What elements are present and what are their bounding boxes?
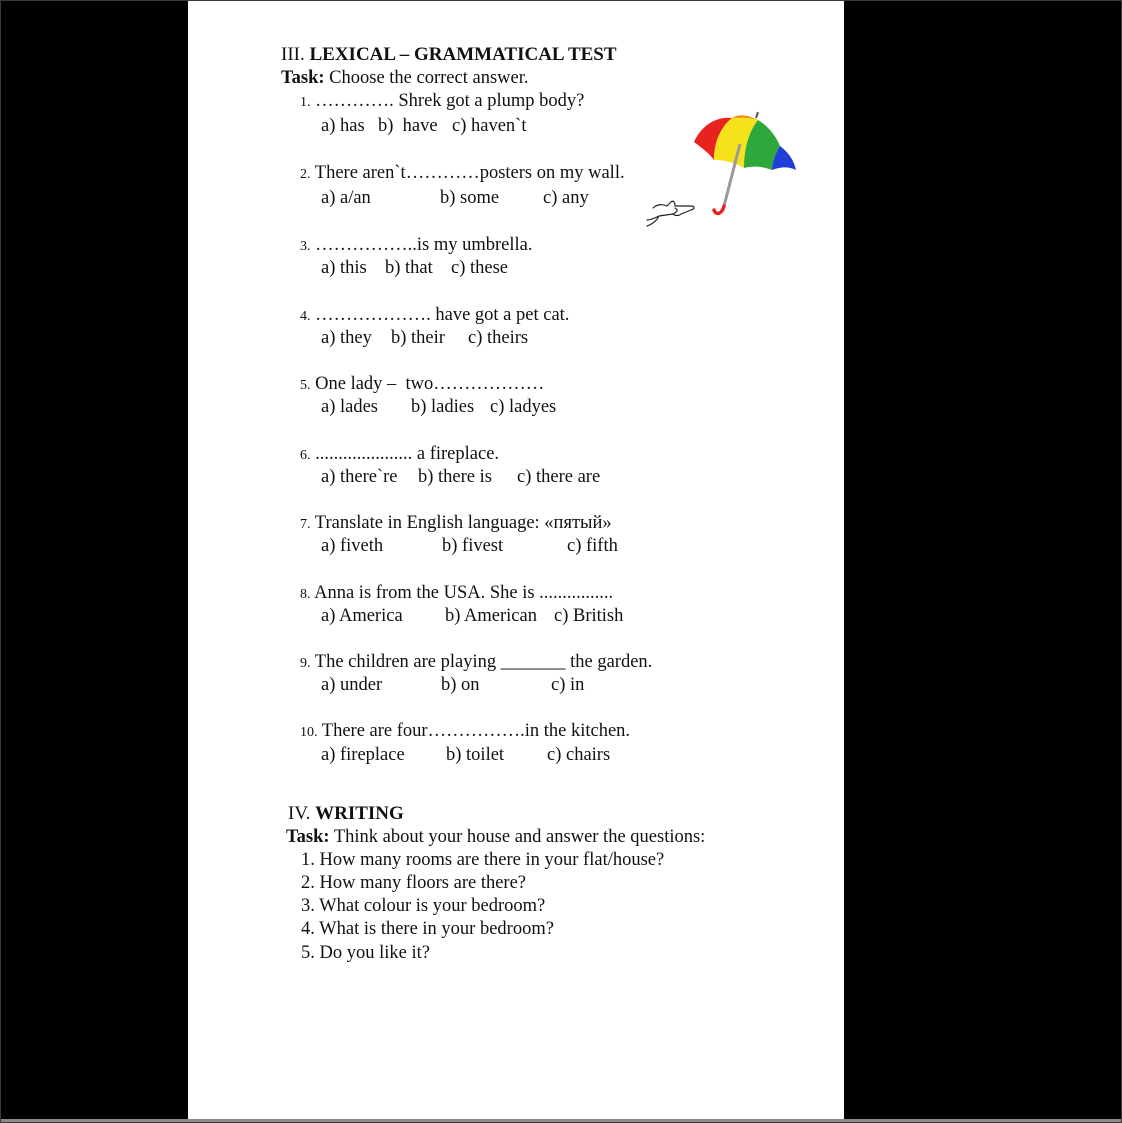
section-4-task	[286, 826, 705, 848]
section-4-title: WRITING	[315, 803, 404, 824]
option-c: c) fifth	[567, 536, 618, 556]
section-4-task-text: Think about your house and answer the questions:	[333, 827, 706, 847]
question-6	[300, 443, 499, 467]
writing-question-5: 5. Do you like it?	[301, 943, 430, 963]
option-b: b) toilet	[446, 745, 505, 765]
question-number: 9.	[300, 656, 311, 671]
question-number: 1.	[300, 95, 311, 110]
question-number: 4.	[300, 309, 311, 324]
option-a: a) America	[321, 606, 403, 626]
option-b: b) there is	[418, 467, 492, 487]
section-3-heading	[281, 44, 617, 66]
question-1	[300, 90, 584, 114]
section-3-title: LEXICAL – GRAMMATICAL TEST	[309, 44, 617, 65]
question-text: The children are playing _______ the garden.	[314, 652, 653, 672]
question-number: 5.	[300, 378, 311, 393]
umbrella-icon	[692, 110, 798, 218]
option-b: b) that	[385, 258, 433, 278]
option-a: a) has	[321, 116, 365, 136]
umbrella-handle	[714, 206, 724, 213]
umbrella-tip	[756, 112, 758, 118]
question-text: ……………..is my umbrella.	[315, 235, 533, 255]
viewer-bottom-bar	[0, 1119, 1122, 1123]
option-a: a) fiveth	[321, 536, 384, 556]
option-c: c) any	[543, 188, 589, 208]
question-text: …………. Shrek got a plump body?	[315, 91, 585, 111]
option-b: b) have	[378, 116, 438, 136]
option-c: c) theirs	[468, 328, 529, 348]
writing-question-2: 2. How many floors are there?	[301, 873, 526, 893]
option-c: c) these	[451, 258, 509, 278]
section-3-task-text: Choose the correct answer.	[329, 68, 529, 88]
question-8	[300, 582, 613, 606]
option-c: c) in	[551, 675, 585, 695]
option-b: b) ladies	[411, 397, 475, 417]
section-3-roman: III.	[281, 44, 305, 65]
option-c: c) chairs	[547, 745, 611, 765]
option-a: a) this	[321, 258, 367, 278]
writing-question-3: 3. What colour is your bedroom?	[301, 896, 546, 916]
option-c: c) British	[554, 606, 624, 626]
question-9	[300, 651, 652, 675]
pointing-hand-icon	[645, 190, 697, 230]
question-text: There are four…………….in the kitchen.	[321, 721, 631, 741]
option-b: b) some	[440, 188, 500, 208]
question-text: ………………. have got a pet cat.	[315, 305, 570, 325]
question-text: One lady – two………………	[315, 374, 545, 394]
question-number: 6.	[300, 448, 311, 463]
option-a: a) fireplace	[321, 745, 405, 765]
question-number: 3.	[300, 239, 311, 254]
question-number: 2.	[300, 167, 311, 182]
question-4	[300, 304, 569, 328]
question-5	[300, 373, 544, 397]
option-b: b) fivest	[442, 536, 504, 556]
option-b: b) on	[441, 675, 480, 695]
question-10	[300, 720, 630, 744]
option-a: a) under	[321, 675, 383, 695]
section-3-task	[281, 67, 529, 89]
question-3	[300, 234, 532, 258]
option-a: a) there`re	[321, 467, 398, 487]
option-c: c) there are	[517, 467, 601, 487]
writing-question-4: 4. What is there in your bedroom?	[301, 919, 554, 939]
question-number: 8.	[300, 587, 311, 602]
question-number: 10.	[300, 725, 318, 740]
section-3-task-label: Task:	[281, 68, 325, 88]
question-number: 7.	[300, 517, 311, 532]
section-4-roman: IV.	[288, 803, 311, 824]
question-text: There aren`t…………posters on my wall.	[314, 163, 625, 183]
question-text: Translate in English language: «пятый»	[314, 513, 612, 533]
option-c: c) ladyes	[490, 397, 557, 417]
question-text: ..................... a fireplace.	[315, 444, 500, 464]
option-a: a) they	[321, 328, 372, 348]
question-7	[300, 512, 612, 536]
question-2	[300, 162, 625, 186]
question-text: Anna is from the USA. She is ................	[314, 583, 614, 603]
option-c: c) haven`t	[452, 116, 527, 136]
section-4-task-label: Task:	[286, 827, 330, 847]
option-b: b) American	[445, 606, 537, 626]
option-a: a) a/an	[321, 188, 371, 208]
section-4-heading	[288, 803, 404, 825]
option-a: a) lades	[321, 397, 379, 417]
option-b: b) their	[391, 328, 445, 348]
writing-question-1: 1. How many rooms are there in your flat/house?	[301, 850, 665, 870]
